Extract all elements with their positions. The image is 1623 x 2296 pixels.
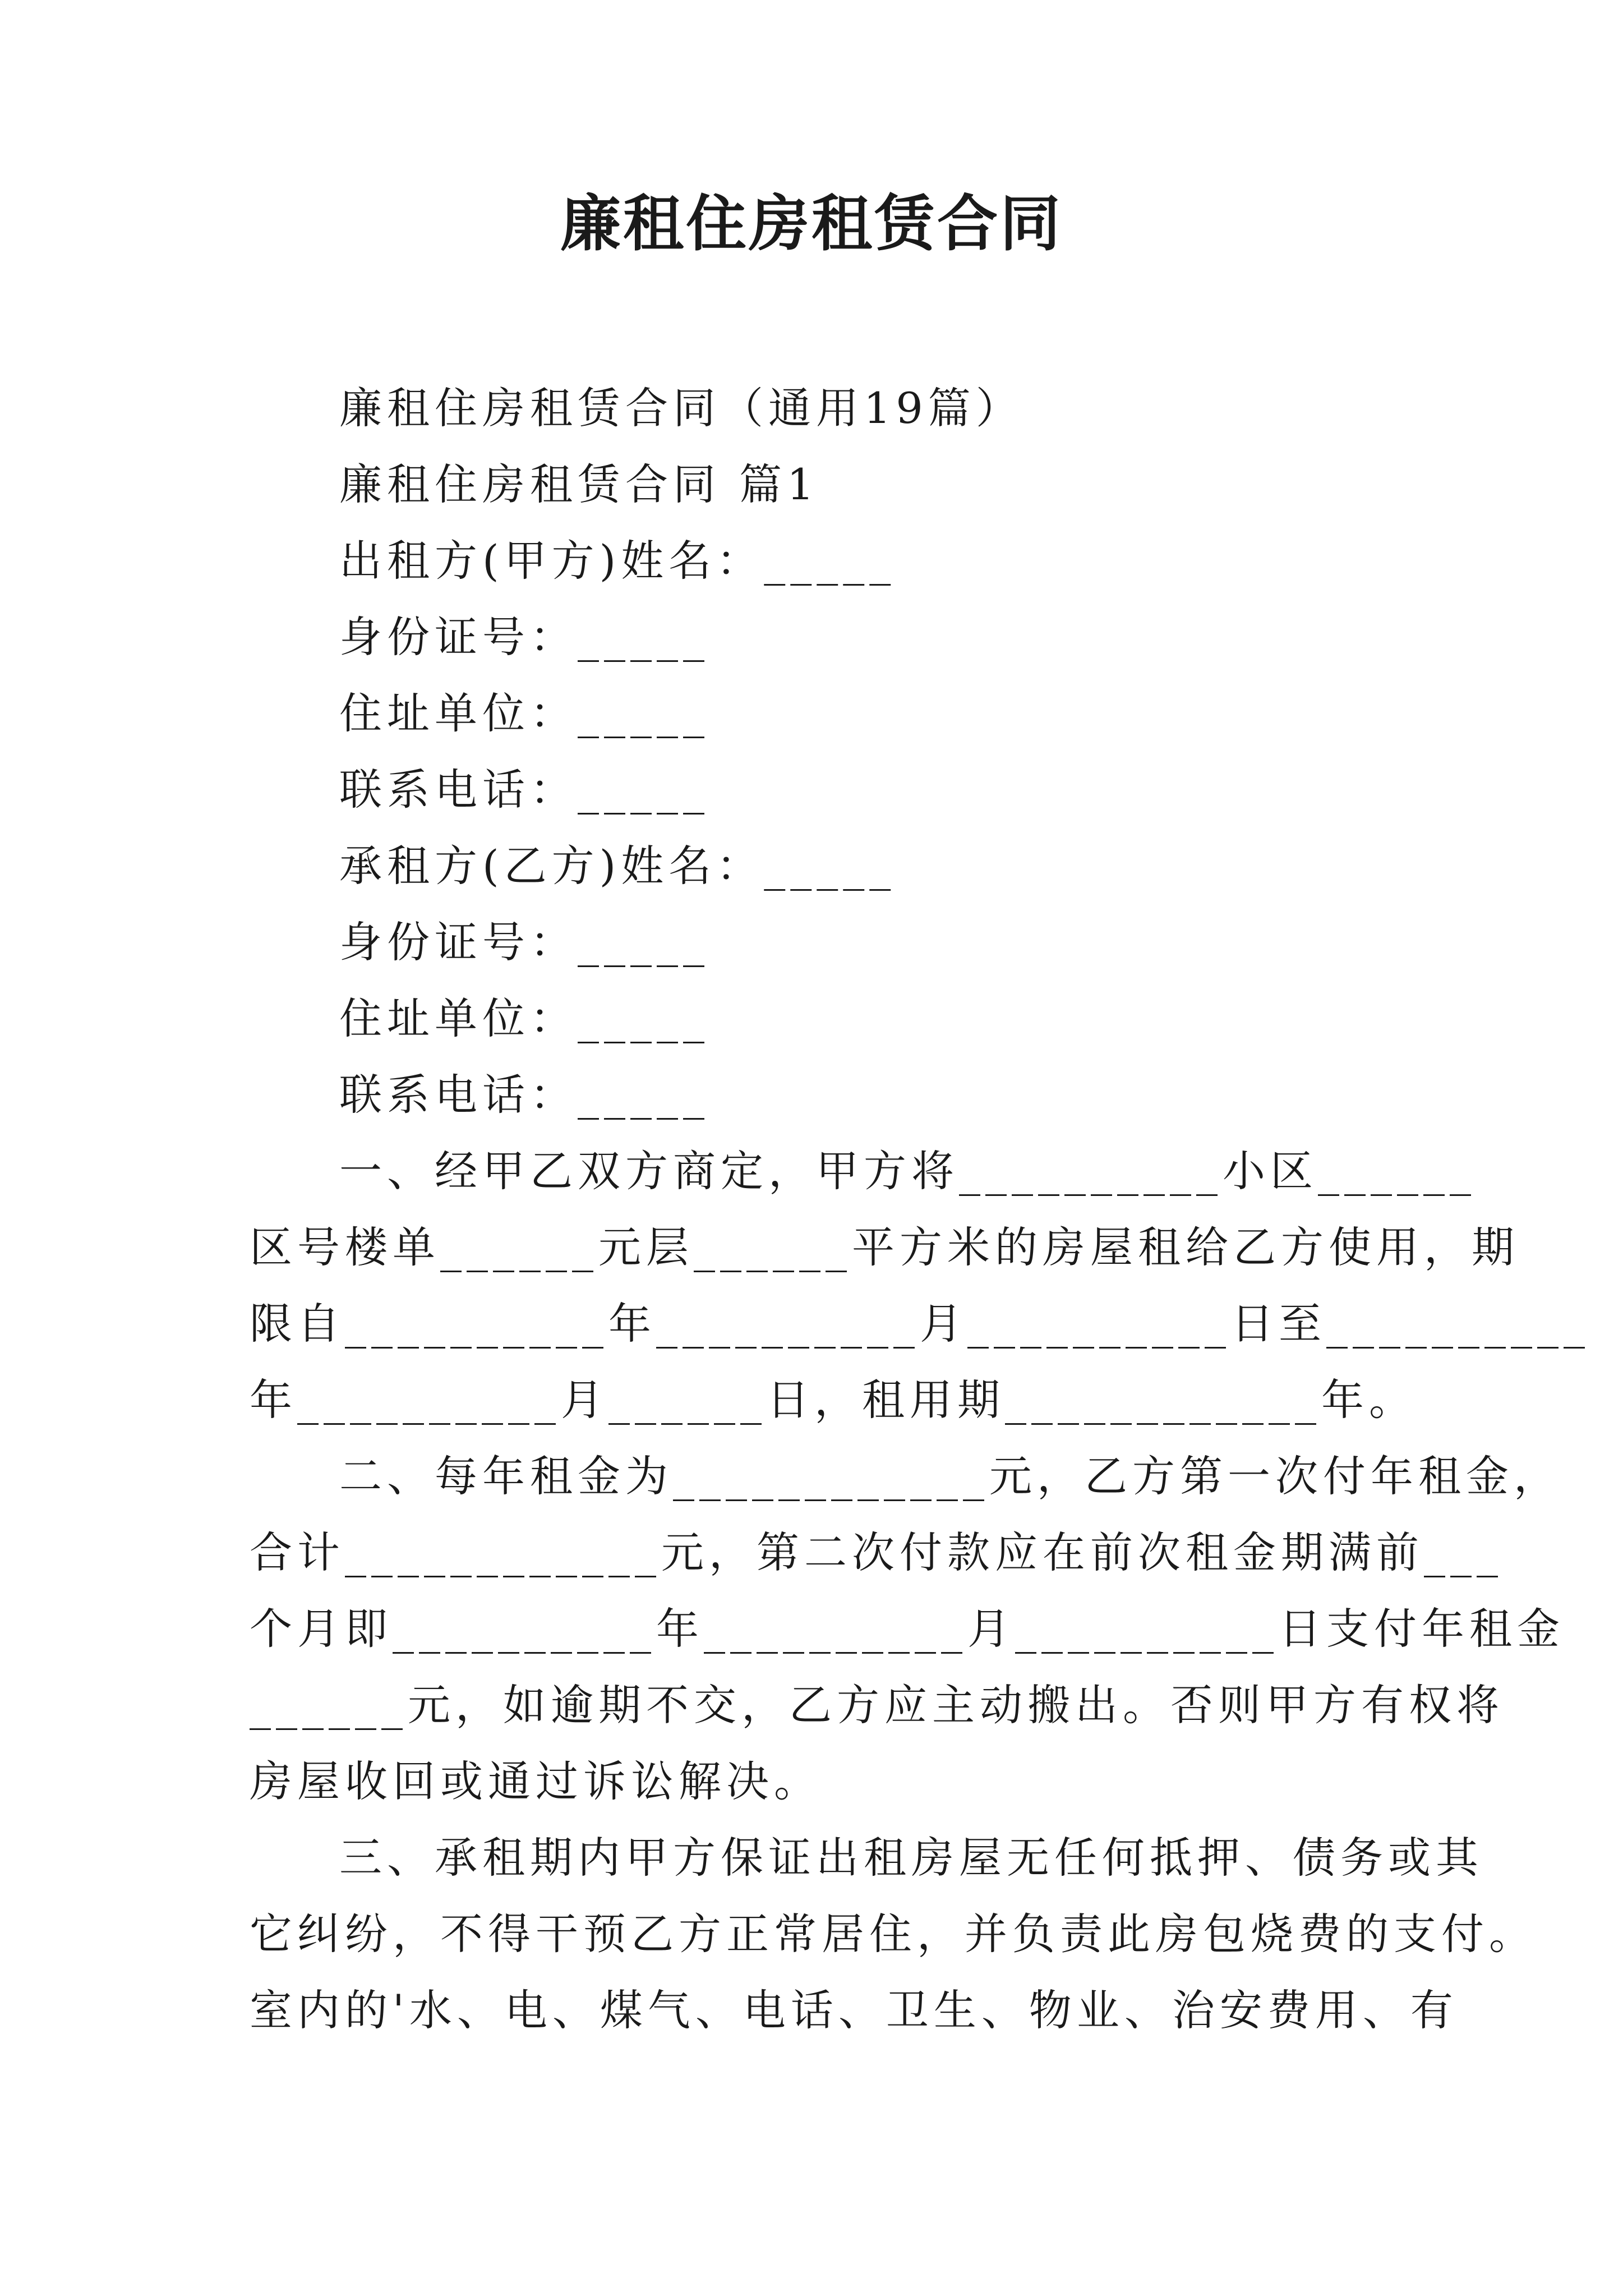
party-b-name-line: 承租方(乙方)姓名：_____ xyxy=(339,841,896,891)
party-a-phone-line: 联系电话：_____ xyxy=(339,765,709,815)
party-b-address-line: 住址单位：_____ xyxy=(339,993,709,1043)
document-title: 廉租住房租赁合同 xyxy=(560,188,1063,259)
clause-3-line-2: 它纠纷，不得干预乙方正常居住，并负责此房包烧费的支付。 xyxy=(250,1909,1537,1959)
clause-2-line-1: 二、每年租金为____________元，乙方第一次付年租金， xyxy=(339,1451,1561,1501)
party-a-address-line: 住址单位：_____ xyxy=(339,688,709,738)
party-a-id-line: 身份证号：_____ xyxy=(339,612,709,662)
subtitle-line: 廉租住房租赁合同（通用19篇） xyxy=(339,383,1023,433)
clause-2-line-5: 房屋收回或通过诉讼解决。 xyxy=(250,1756,822,1806)
clause-3-line-3: 室内的'水、电、煤气、电话、卫生、物业、治安费用、有 xyxy=(250,1985,1458,2035)
party-b-phone-line: 联系电话：_____ xyxy=(339,1070,709,1120)
clause-1-line-2: 区号楼单______元层______平方米的房屋租给乙方使用，期 xyxy=(250,1222,1519,1272)
party-a-name-line: 出租方(甲方)姓名：_____ xyxy=(339,536,896,586)
clause-2-line-3: 个月即__________年__________月__________日支付年租金 xyxy=(250,1604,1565,1654)
clause-2-line-2: 合计____________元，第二次付款应在前次租金期满前___ xyxy=(250,1527,1503,1577)
party-b-id-line: 身份证号：_____ xyxy=(339,917,709,967)
clause-2-line-4: ______元，如逾期不交，乙方应主动搬出。否则甲方有权将 xyxy=(250,1680,1504,1730)
clause-1-line-4: 年__________月______日，租用期____________年。 xyxy=(250,1375,1417,1425)
clause-3-line-1: 三、承租期内甲方保证出租房屋无任何抵押、债务或其 xyxy=(339,1833,1483,1883)
clause-1-line-3: 限自__________年__________月__________日至__________ xyxy=(250,1299,1590,1349)
clause-1-line-1: 一、经甲乙双方商定，甲方将__________小区______ xyxy=(339,1146,1476,1196)
section-heading: 廉租住房租赁合同 篇1 xyxy=(339,459,819,509)
